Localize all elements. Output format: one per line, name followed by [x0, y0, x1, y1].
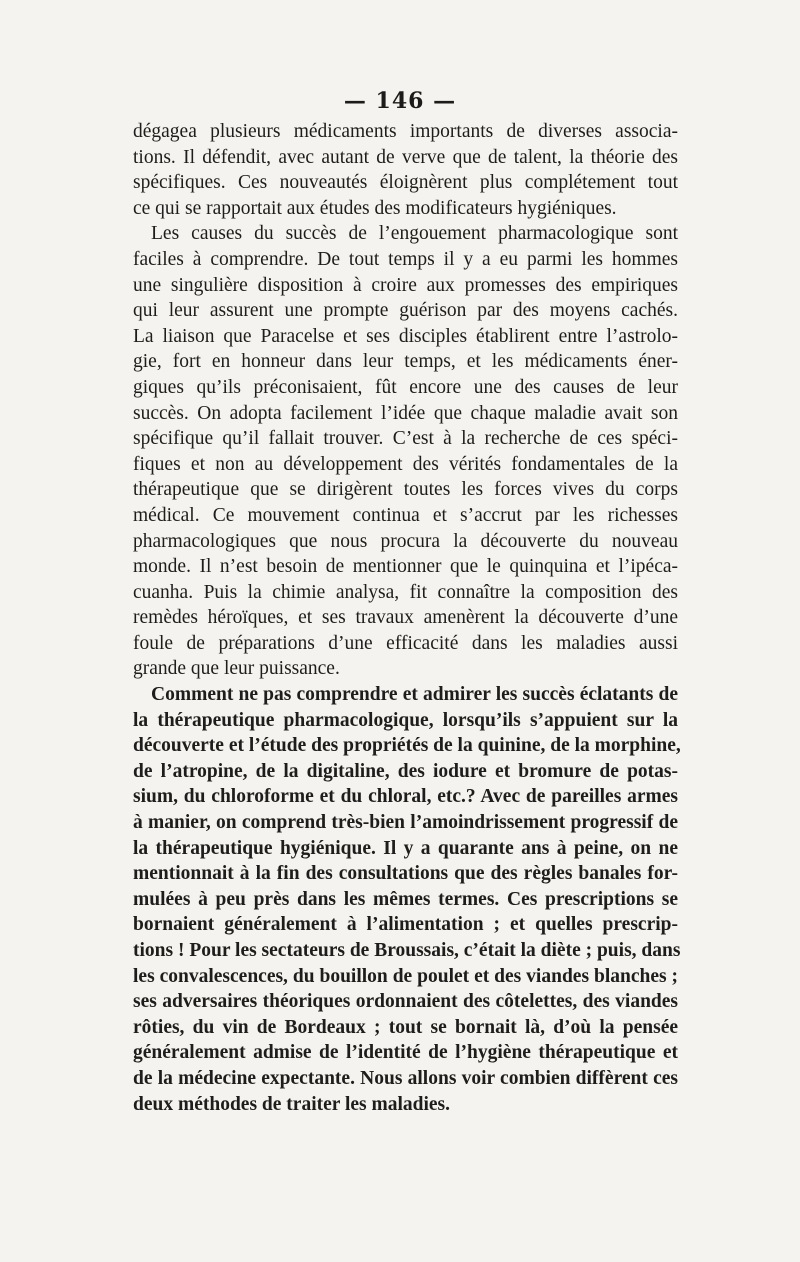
- text-line: deux méthodes de traiter les maladies.: [133, 1093, 451, 1115]
- text-line: Comment ne pas comprendre et admirer les succès éclatants de: [151, 684, 678, 706]
- text-line: médical. Ce mouvement continua et s’accrut par les richesses: [133, 504, 678, 526]
- text-line: tions. Il défendit, avec autant de verve que de talent, la théorie des: [133, 146, 678, 168]
- text-line: une singulière disposition à croire aux promesses des empiriques: [133, 274, 678, 296]
- text-line: thérapeutique que se dirigèrent toutes les forces vives du corps: [133, 479, 678, 501]
- text-line: à manier, on comprend très-bien l’amoindrissement progressif de: [133, 812, 678, 834]
- text-line: monde. Il n’est besoin de mentionner que le quinquina et l’ipéca-: [133, 556, 678, 578]
- page-number: — 146 —: [343, 88, 457, 114]
- text-line: dégagea plusieurs médicaments importants de diverses associa-: [133, 121, 678, 142]
- text-line: foule de préparations d’une efficacité dans les maladies aussi: [133, 632, 678, 654]
- text-line: rôties, du vin de Bordeaux ; tout se bornait là, d’où la pensée: [133, 1016, 678, 1038]
- text-line: La liaison que Paracelse et ses disciples établirent entre l’astrolo-: [133, 325, 678, 347]
- text-line: sium, du chloroforme et du chloral, etc.? Avec de pareilles armes: [133, 786, 678, 808]
- text-line: mulées à peu près dans les mêmes termes. Ces prescriptions se: [133, 888, 678, 910]
- text-line: mentionnait à la fin des consultations que des règles banales for-: [133, 863, 678, 885]
- text-line: giques qu’ils préconisaient, fût encore une des causes de leur: [133, 376, 678, 398]
- text-line: de la médecine expectante. Nous allons voir combien diffèrent ces: [133, 1067, 678, 1089]
- text-line: la thérapeutique hygiénique. Il y a quarante ans à peine, on ne: [133, 837, 678, 859]
- text-line: pharmacologiques que nous procura la découverte du nouveau: [133, 530, 678, 552]
- text-line: de l’atropine, de la digitaline, des iodure et bromure de potas-: [133, 760, 678, 782]
- text-line: gie, fort en honneur dans leur temps, et les médicaments éner-: [133, 351, 678, 373]
- paragraph: [133, 119, 678, 221]
- text-line: cuanha. Puis la chimie analysa, fit connaître la composition des: [133, 581, 678, 603]
- paragraph: [133, 682, 681, 1117]
- text-line: Les causes du succès de l’engouement pharmacologique sont: [151, 223, 678, 245]
- paragraph: [133, 221, 678, 682]
- text-line: spécifique qu’il fallait trouver. C’est à la recherche de ces spéci-: [133, 428, 678, 450]
- text-line: la thérapeutique pharmacologique, lorsqu’ils s’appuient sur la: [133, 709, 678, 731]
- body-text: [133, 119, 681, 1117]
- text-line: ce qui se rapportait aux études des modificateurs hygiéniques.: [133, 197, 617, 219]
- text-line: spécifiques. Ces nouveautés éloignèrent plus complétement tout: [133, 172, 678, 194]
- text-line: faciles à comprendre. De tout temps il y a eu parmi les hommes: [133, 248, 678, 270]
- text-line: ses adversaires théoriques ordonnaient des côtelettes, des viandes: [133, 991, 678, 1013]
- text-line: généralement admise de l’identité de l’hygiène thérapeutique et: [133, 1042, 678, 1064]
- text-line: découverte et l’étude des propriétés de la quinine, de la morphine,: [133, 735, 681, 757]
- text-line: fiques et non au développement des vérités fondamentales de la: [133, 453, 678, 475]
- text-line: remèdes héroïques, et ses travaux amenèrent la découverte d’une: [133, 607, 678, 629]
- text-line: bornaient généralement à l’alimentation ; et quelles prescrip-: [133, 914, 678, 936]
- text-line: tions ! Pour les sectateurs de Broussais, c’était la diète ; puis, dans: [133, 940, 681, 961]
- text-line: qui leur assurent une prompte guérison par des moyens cachés.: [133, 300, 678, 322]
- text-line: grande que leur puissance.: [133, 658, 340, 680]
- text-line: succès. On adopta facilement l’idée que chaque maladie avait son: [133, 402, 678, 424]
- text-line: les convalescences, du bouillon de poulet et des viandes blanches ;: [133, 965, 678, 987]
